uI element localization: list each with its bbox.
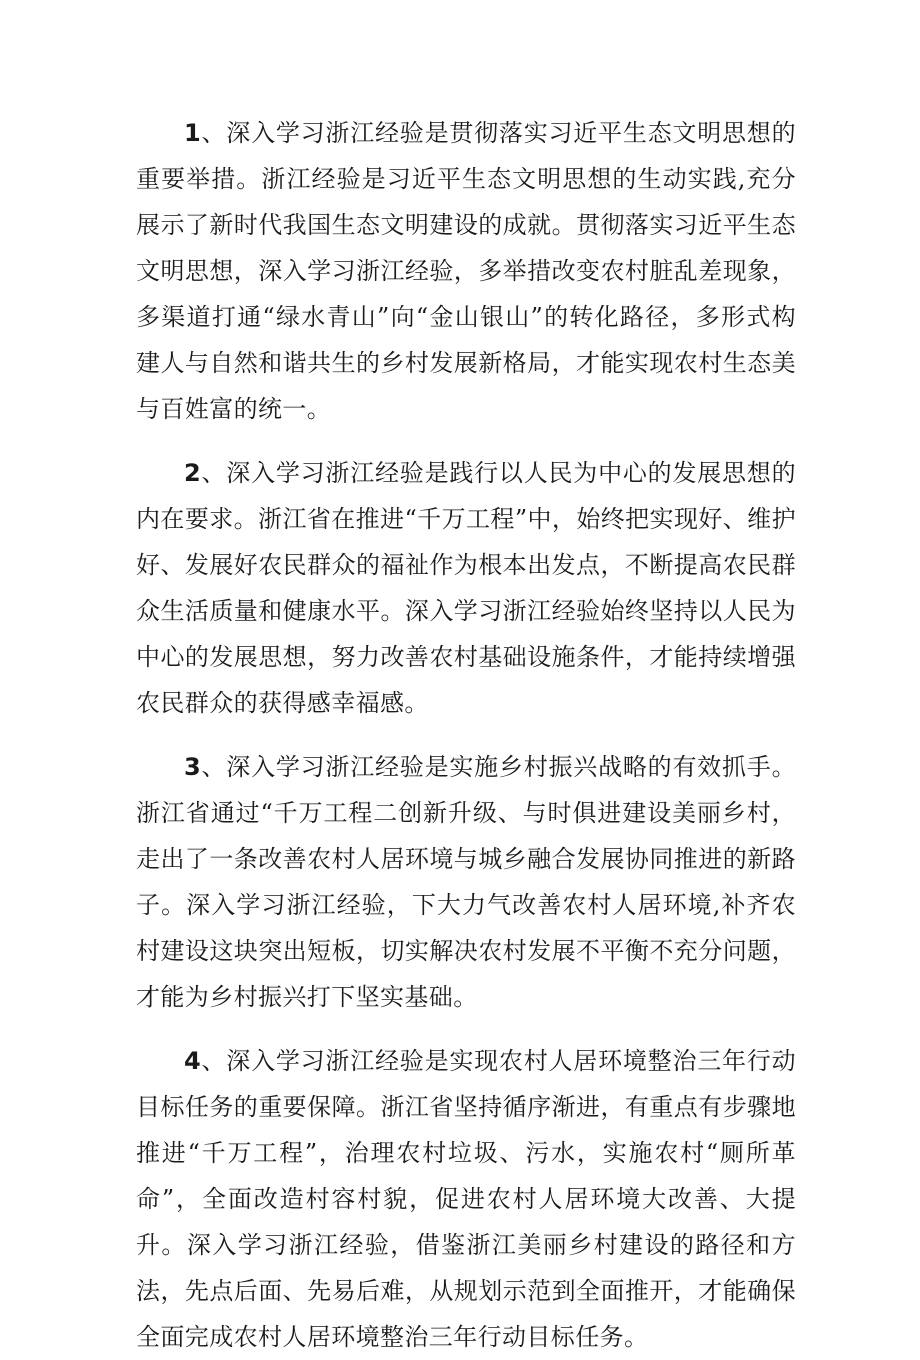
paragraph-text: 、深入学习浙江经验是贯彻落实习近平生态文明思想的重要举措。浙江经验是习近平生态文明思想的生动实践,充分展示了新时代我国生态文明建设的成就。贯彻落实习近平生态文明思想，深入学习浙江经验，多举措改变农村脏乱差现象，多渠道打通“绿水青山”向“金山银山”的转化路径，多形式构建人与自然和谐共生的乡村发展新格局，才能实现农村生态美与百姓富的统一。 — [136, 119, 796, 423]
paragraph-text: 、深入学习浙江经验是实现农村人居环境整治三年行动目标任务的重要保障。浙江省坚持循序渐进，有重点有步骤地推进“千万工程”，治理农村垃圾、污水，实施农村“厕所革命”，全面改造村容村貌，促进农村人居环境大改善、大提升。深入学习浙江经验，借鉴浙江美丽乡村建设的路径和方法，先点后面、先易后难，从规划示范到全面推开，才能确保全面完成农村人居环境整治三年行动目标任务。 — [136, 1047, 796, 1351]
paragraph-text: 、深入学习浙江经验是实施乡村振兴战略的有效抓手。浙江省通过“千万工程二创新升级、与时俱进建设美丽乡村，走出了一条改善农村人居环境与城乡融合发展协同推进的新路子。深入学习浙江经验，下大力气改善农村人居环境,补齐农村建设这块突出短板，切实解决农村发展不平衡不充分问题，才能为乡村振兴打下坚实基础。 — [136, 753, 796, 1011]
paragraph-2 — [136, 450, 796, 726]
paragraph-number: 4 — [184, 1047, 202, 1075]
paragraph-text: 、深入学习浙江经验是践行以人民为中心的发展思想的内在要求。浙江省在推进“千万工程”中，始终把实现好、维护好、发展好农民群众的福祉作为根本出发点，不断提高农民群众生活质量和健康水平。深入学习浙江经验始终坚持以人民为中心的发展思想，努力改善农村基础设施条件，才能持续增强农民群众的获得感幸福感。 — [136, 459, 796, 717]
document-body — [136, 110, 796, 1360]
paragraph-1 — [136, 110, 796, 432]
paragraph-number: 1 — [184, 119, 202, 147]
paragraph-number: 2 — [184, 459, 202, 487]
paragraph-4 — [136, 1038, 796, 1360]
paragraph-number: 3 — [184, 753, 202, 781]
paragraph-3 — [136, 744, 796, 1020]
